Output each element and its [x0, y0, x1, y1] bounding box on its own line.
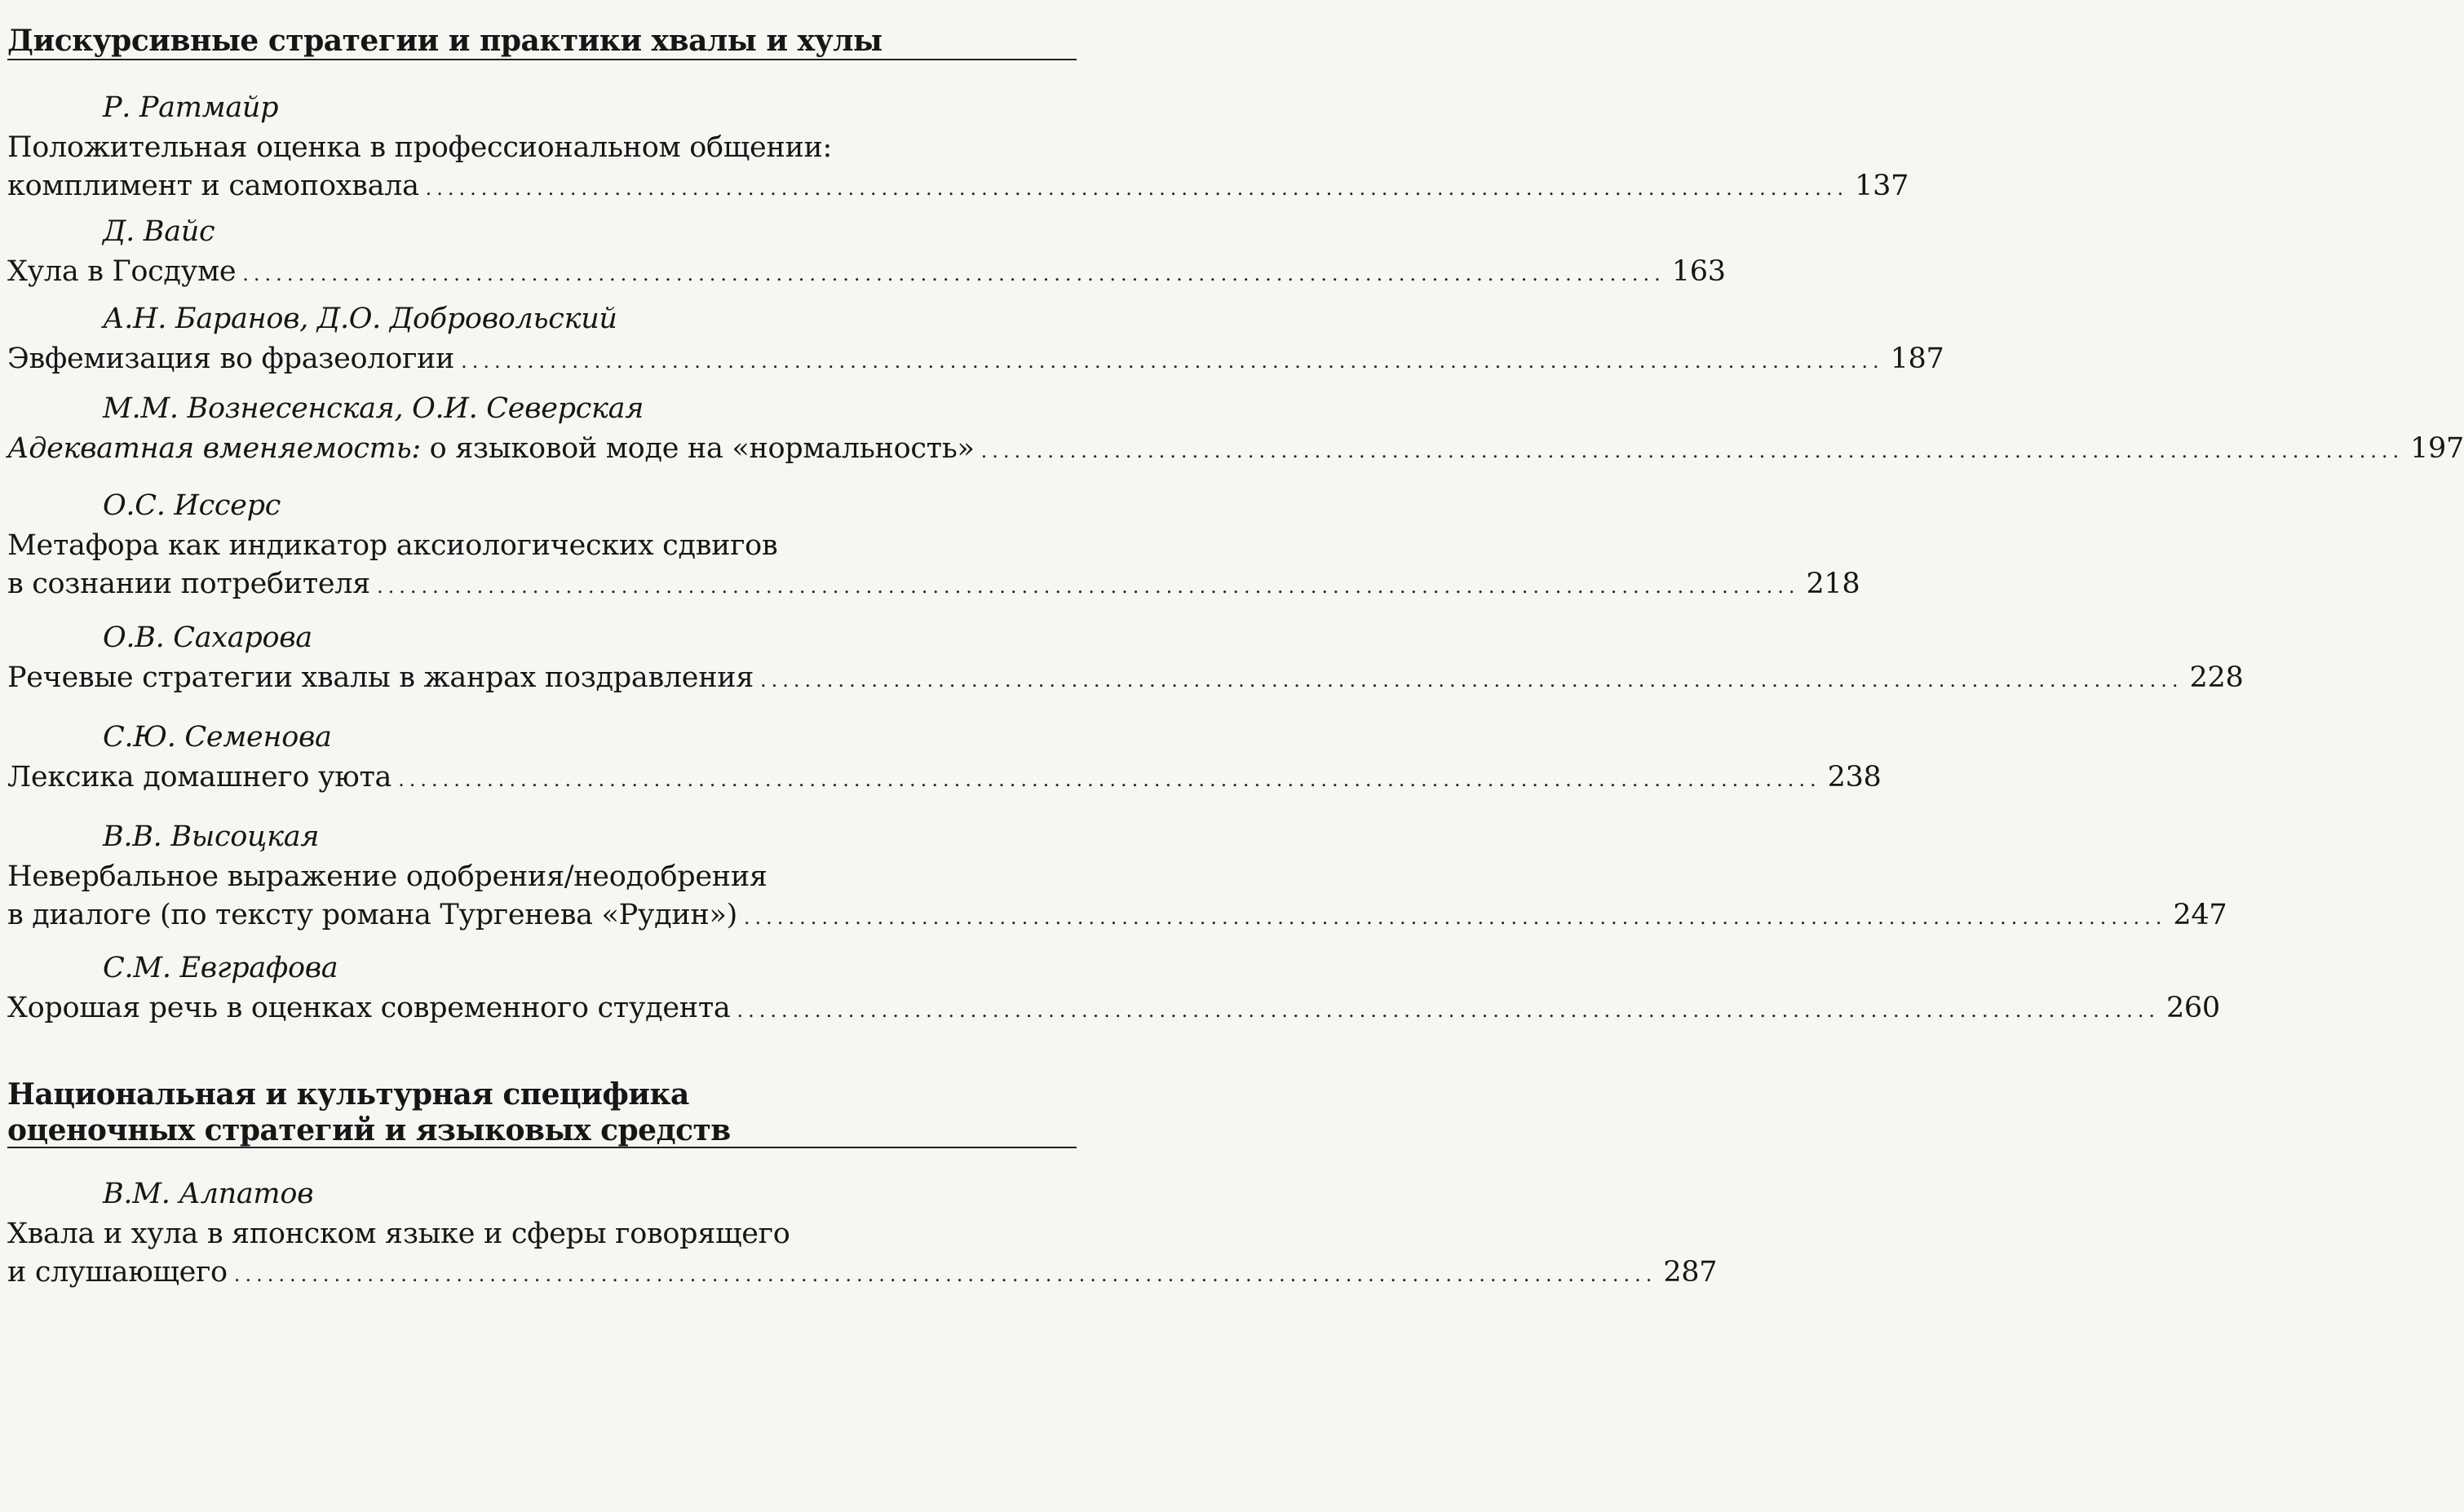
entry-author: Р. Ратмайр: [103, 91, 279, 124]
entry-title-row: [7, 1253, 1718, 1294]
entry-title: комплимент и самопохвала: [7, 170, 419, 202]
entry-title: в сознании потребителя: [7, 568, 370, 600]
dot-leader: ................................................................................................................................: [425, 177, 1849, 200]
heading-rule: [7, 1147, 1077, 1148]
entry-title-row: [7, 896, 2227, 937]
section-heading-line: Национальная и культурная специфика: [7, 1077, 689, 1112]
dot-leader: ................................................................................................................................: [242, 263, 1666, 285]
entry-author: О.В. Сахарова: [103, 621, 312, 654]
page-number: 163: [1671, 255, 1726, 288]
entry-title-row: [7, 758, 1882, 799]
heading-rule: [7, 59, 1077, 60]
section-heading: [7, 23, 883, 59]
toc-entry[interactable]: [7, 950, 2220, 1030]
section-heading: [7, 1077, 731, 1148]
toc-entry[interactable]: [7, 214, 1726, 294]
dot-leader: ................................................................................................................................: [980, 440, 2404, 462]
entry-title: [7, 430, 975, 468]
entry-title: Лексика домашнего уюта: [7, 761, 392, 794]
entry-title-line: Метафора как индикатор аксиологических сдвигов: [7, 529, 778, 562]
entry-title: Эвфемизация во фразеологии: [7, 343, 455, 375]
toc-entry[interactable]: [7, 391, 2464, 471]
entry-author: В.В. Высоцкая: [103, 820, 320, 853]
dot-leader: ................................................................................................................................: [376, 575, 1800, 598]
dot-leader: ................................................................................................................................: [398, 768, 1821, 791]
page-number: 247: [2173, 899, 2227, 931]
section-heading-text: Дискурсивные стратегии и практики хвалы и хулы: [7, 24, 883, 58]
toc-entry[interactable]: [7, 620, 2244, 700]
entry-title-row: [7, 253, 1726, 294]
page-number: 228: [2189, 661, 2244, 694]
dot-leader: ................................................................................................................................: [760, 669, 2183, 692]
entry-title-row: [7, 659, 2244, 700]
toc-entry[interactable]: [7, 90, 1909, 208]
entry-author: М.М. Вознесенская, О.И. Северская: [103, 392, 644, 425]
page-number: 197: [2410, 432, 2464, 465]
entry-title-rest: о языковой моде на «нормальность»: [420, 432, 975, 465]
entry-title-italic: Адекватная вменяемость:: [7, 432, 421, 465]
dot-leader: ................................................................................................................................: [233, 1263, 1657, 1286]
dot-leader: ................................................................................................................................: [743, 906, 2167, 929]
entry-title-row: [7, 340, 1944, 381]
entry-title: и слушающего: [7, 1256, 228, 1289]
toc-entry[interactable]: [7, 301, 1944, 381]
entry-title: Речевые стратегии хвалы в жанрах поздравления: [7, 661, 754, 694]
page-number: 287: [1663, 1256, 1718, 1289]
page-number: 187: [1890, 343, 1944, 375]
entry-title-row: [7, 430, 2464, 471]
entry-author: В.М. Алпатов: [103, 1178, 314, 1210]
page-number: 260: [2165, 992, 2220, 1024]
entry-title-row: [7, 565, 1860, 606]
dot-leader: ................................................................................................................................: [737, 999, 2160, 1022]
entry-title: Хула в Госдуме: [7, 255, 237, 288]
page-number: 218: [1806, 568, 1860, 600]
entry-title-row: [7, 989, 2220, 1030]
entry-title-line: Положительная оценка в профессиональном общении:: [7, 131, 833, 164]
entry-title: в диалоге (по тексту романа Тургенева «Рудин»): [7, 899, 737, 931]
dot-leader: ................................................................................................................................: [461, 350, 1884, 373]
toc-entry[interactable]: [7, 1176, 1718, 1294]
entry-title-line: Хвала и хула в японском языке и сферы говорящего: [7, 1218, 790, 1250]
toc-entry[interactable]: [7, 719, 1882, 799]
entry-title: Хорошая речь в оценках современного студента: [7, 992, 731, 1024]
section-heading-line: оценочных стратегий и языковых средств: [7, 1113, 731, 1147]
entry-author: О.С. Иссерс: [103, 489, 281, 522]
toc-entry[interactable]: [7, 488, 1860, 606]
entry-author: А.Н. Баранов, Д.О. Добровольский: [103, 303, 617, 335]
page-number: 137: [1855, 170, 1909, 202]
page-number: 238: [1827, 761, 1882, 794]
entry-title-line: Невербальное выражение одобрения/неодобрения: [7, 860, 768, 893]
entry-author: С.Ю. Семенова: [103, 721, 332, 754]
toc-entry[interactable]: [7, 819, 2227, 937]
entry-author: Д. Вайс: [103, 215, 215, 248]
entry-title-row: [7, 167, 1909, 208]
entry-author: С.М. Евграфова: [103, 952, 338, 984]
